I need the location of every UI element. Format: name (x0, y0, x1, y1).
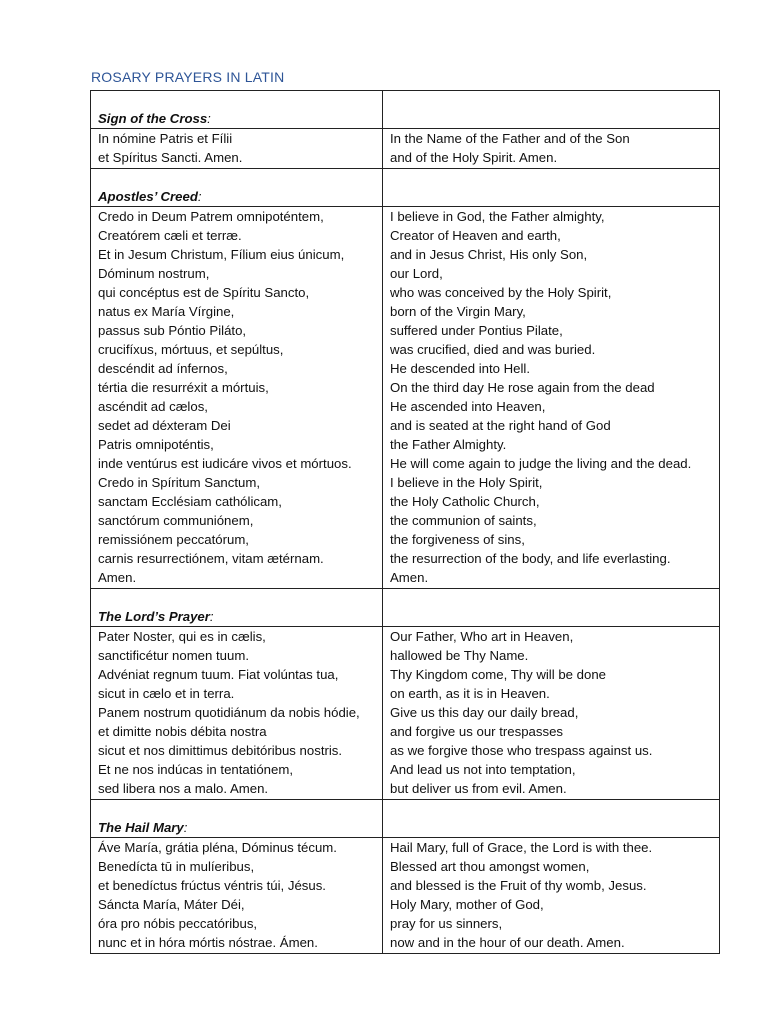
latin-line: sicut in cælo et in terra. (98, 686, 235, 701)
prayer-latin-cell (91, 207, 383, 589)
prayer-heading-cell (91, 589, 383, 627)
prayer-heading-row-sign-of-the-cross (91, 91, 720, 129)
prayers-table (90, 90, 720, 954)
english-line: On the third day He rose again from the dead (390, 380, 655, 395)
english-line: In the Name of the Father and of the Son (390, 131, 630, 146)
english-line: and blessed is the Fruit of thy womb, Jesus. (390, 878, 647, 893)
latin-line: sanctórum communiónem, (98, 513, 254, 528)
latin-line: passus sub Póntio Piláto, (98, 323, 247, 338)
english-line: I believe in the Holy Spirit, (390, 475, 543, 490)
english-line: born of the Virgin Mary, (390, 304, 526, 319)
latin-line: inde ventúrus est iudicáre vivos et mórtuos. (98, 456, 352, 471)
prayer-heading: The Hail Mary (98, 820, 184, 835)
latin-line: et dimitte nobis débita nostra (98, 724, 267, 739)
empty-heading-cell (383, 800, 720, 838)
english-line: Thy Kingdom come, Thy will be done (390, 667, 606, 682)
english-line: and in Jesus Christ, His only Son, (390, 247, 588, 262)
english-line: and is seated at the right hand of God (390, 418, 611, 433)
prayer-heading-colon: : (197, 189, 202, 204)
prayer-heading-cell (91, 169, 383, 207)
prayer-heading-row-apostles-creed (91, 169, 720, 207)
latin-line: Patris omnipoténtis, (98, 437, 214, 452)
prayer-english-cell (383, 129, 720, 169)
empty-heading-cell (383, 589, 720, 627)
latin-line: Sáncta María, Máter Déi, (98, 897, 245, 912)
english-line: hallowed be Thy Name. (390, 648, 529, 663)
prayer-latin-cell (91, 838, 383, 954)
latin-line: et Spíritus Sancti. Amen. (98, 150, 243, 165)
latin-line: nunc et in hóra mórtis nóstrae. Ámen. (98, 935, 318, 950)
english-line: Hail Mary, full of Grace, the Lord is with thee. (390, 840, 653, 855)
english-line: suffered under Pontius Pilate, (390, 323, 563, 338)
latin-line: remissiónem peccatórum, (98, 532, 249, 547)
english-line: Holy Mary, mother of God, (390, 897, 544, 912)
latin-line: Et in Jesum Christum, Fílium eius únicum, (98, 247, 345, 262)
latin-line: sedet ad déxteram Dei (98, 418, 231, 433)
latin-line: carnis resurrectiónem, vitam ætérnam. (98, 551, 324, 566)
prayer-heading: The Lord’s Prayer (98, 609, 210, 624)
english-line: as we forgive those who trespass against us. (390, 743, 653, 758)
prayer-english-cell (383, 627, 720, 800)
prayer-english-cell (383, 838, 720, 954)
english-line: and of the Holy Spirit. Amen. (390, 150, 558, 165)
english-line: the Holy Catholic Church, (390, 494, 540, 509)
english-line: He descended into Hell. (390, 361, 531, 376)
document-title: ROSARY PRAYERS IN LATIN (91, 69, 285, 85)
english-line: pray for us sinners, (390, 916, 503, 931)
english-line: the forgiveness of sins, (390, 532, 525, 547)
english-line: Creator of Heaven and earth, (390, 228, 561, 243)
english-line: who was conceived by the Holy Spirit, (390, 285, 612, 300)
prayer-heading-colon: : (207, 111, 211, 126)
latin-line: Creatórem cæli et terræ. (98, 228, 242, 243)
english-line: Give us this day our daily bread, (390, 705, 579, 720)
prayer-text-row-the-lord-s-prayer (91, 627, 720, 800)
english-line: Blessed art thou amongst women, (390, 859, 590, 874)
latin-line: Amen. (98, 570, 137, 585)
english-line: and forgive us our trespasses (390, 724, 563, 739)
latin-line: Credo in Deum Patrem omnipoténtem, (98, 209, 324, 224)
prayer-text-row-sign-of-the-cross (91, 129, 720, 169)
prayer-heading-row-the-lord-s-prayer (91, 589, 720, 627)
english-line: Our Father, Who art in Heaven, (390, 629, 574, 644)
english-line: the resurrection of the body, and life everlasting. (390, 551, 671, 566)
latin-line: Dóminum nostrum, (98, 266, 210, 281)
latin-line: Et ne nos indúcas in tentatiónem, (98, 762, 294, 777)
latin-line: óra pro nóbis peccatóribus, (98, 916, 258, 931)
latin-line: Benedícta tū in mulíeribus, (98, 859, 255, 874)
english-line: but deliver us from evil. Amen. (390, 781, 567, 796)
english-line: I believe in God, the Father almighty, (390, 209, 605, 224)
latin-line: In nómine Patris et Fílii (98, 131, 233, 146)
prayer-latin-cell (91, 129, 383, 169)
prayer-heading-colon: : (209, 609, 214, 624)
latin-line: sanctificétur nomen tuum. (98, 648, 249, 663)
english-line: our Lord, (390, 266, 443, 281)
latin-line: Credo in Spíritum Sanctum, (98, 475, 260, 490)
latin-line: Panem nostrum quotidiánum da nobis hódie, (98, 705, 360, 720)
latin-line: tértia die resurréxit a mórtuis, (98, 380, 269, 395)
latin-line: Advéniat regnum tuum. Fiat volúntas tua, (98, 667, 339, 682)
english-line: the communion of saints, (390, 513, 537, 528)
latin-line: natus ex María Vírgine, (98, 304, 235, 319)
latin-line: et benedíctus frúctus véntris túi, Jésus. (98, 878, 326, 893)
prayer-heading: Sign of the Cross (98, 111, 208, 126)
prayer-heading-cell (91, 800, 383, 838)
prayer-heading-row-the-hail-mary (91, 800, 720, 838)
english-line: And lead us not into temptation, (390, 762, 576, 777)
english-line: He ascended into Heaven, (390, 399, 546, 414)
prayer-heading: Apostles’ Creed (98, 189, 198, 204)
latin-line: Pater Noster, qui es in cælis, (98, 629, 266, 644)
prayer-english-cell (383, 207, 720, 589)
prayer-text-row-apostles-creed (91, 207, 720, 589)
latin-line: sed libera nos a malo. Amen. (98, 781, 269, 796)
latin-line: qui concéptus est de Spíritu Sancto, (98, 285, 310, 300)
latin-line: descéndit ad ínfernos, (98, 361, 228, 376)
empty-heading-cell (383, 169, 720, 207)
english-line: was crucified, died and was buried. (390, 342, 596, 357)
empty-heading-cell (383, 91, 720, 129)
latin-line: sanctam Ecclésiam cathólicam, (98, 494, 282, 509)
prayer-latin-cell (91, 627, 383, 800)
latin-line: sicut et nos dimittimus debitóribus nostris. (98, 743, 343, 758)
latin-line: crucifíxus, mórtuus, et sepúltus, (98, 342, 284, 357)
prayer-heading-colon: : (183, 820, 188, 835)
prayer-text-row-the-hail-mary (91, 838, 720, 954)
latin-line: Áve María, grátia pléna, Dóminus técum. (98, 840, 337, 855)
english-line: Amen. (390, 570, 429, 585)
english-line: now and in the hour of our death. Amen. (390, 935, 625, 950)
latin-line: ascéndit ad cælos, (98, 399, 208, 414)
prayer-heading-cell (91, 91, 383, 129)
english-line: the Father Almighty. (390, 437, 507, 452)
english-line: on earth, as it is in Heaven. (390, 686, 550, 701)
english-line: He will come again to judge the living and the dead. (390, 456, 692, 471)
